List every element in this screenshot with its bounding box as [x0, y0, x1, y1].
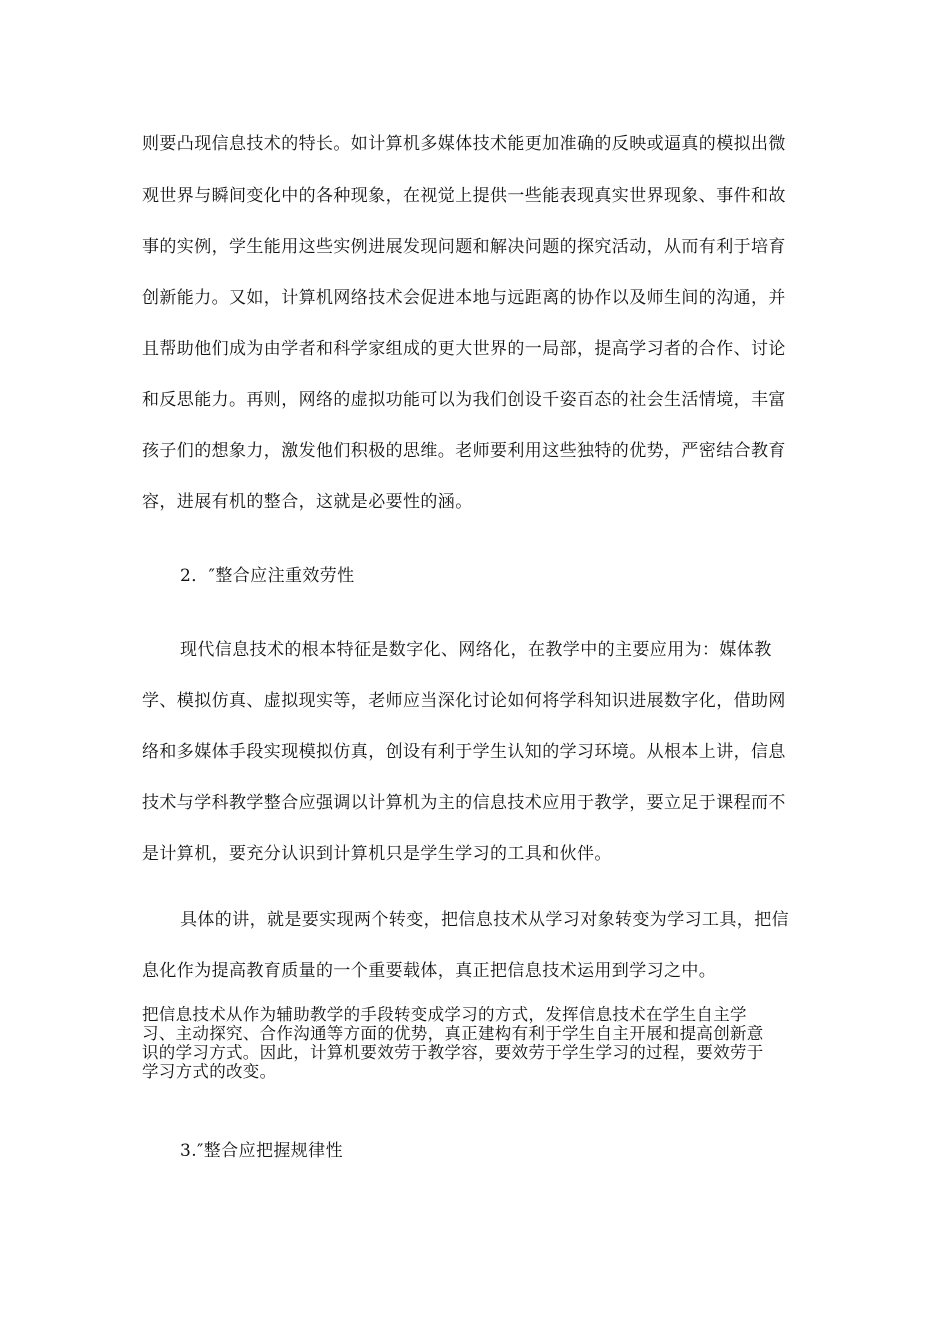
text-line: 息化作为提高教育质量的一个重要载体，真正把信息技术运用到学习之中。	[142, 961, 717, 981]
text-line: 是计算机，要充分认识到计算机只是学生学习的工具和伙伴。	[142, 844, 612, 864]
text-line: 学习方式的改变。	[142, 1062, 277, 1081]
text-line: 孩子们的想象力，激发他们积极的思维。老师要利用这些独特的优势，严密结合教育	[142, 441, 786, 461]
text-line: 现代信息技术的根本特征是数字化、网络化，在教学中的主要应用为：媒体教	[180, 640, 772, 660]
text-line: 识的学习方式。因此，计算机要效劳于教学容，要效劳于学生学习的过程，要效劳于	[142, 1043, 764, 1062]
text-line: 习、主动探究、合作沟通等方面的优势，真正建构有利于学生自主开展和提高创新意	[142, 1024, 764, 1043]
text-line: 技术与学科教学整合应强调以计算机为主的信息技术应用于教学，要立足于课程而不	[142, 793, 786, 813]
text-line: 把信息技术从作为辅助教学的手段转变成学习的方式，发挥信息技术在学生自主学	[142, 1005, 747, 1024]
text-line: 络和多媒体手段实现模拟仿真，创设有利于学生认知的学习环境。从根本上讲，信息	[142, 742, 786, 762]
section-heading-3: 3.″整合应把握规律性	[180, 1141, 343, 1161]
text-line: 和反思能力。再则，网络的虚拟功能可以为我们创设千姿百态的社会生活情境，丰富	[142, 390, 786, 410]
text-line: 事的实例，学生能用这些实例进展发现问题和解决问题的探究活动，从而有利于培育	[142, 237, 786, 257]
text-line: 具体的讲，就是要实现两个转变，把信息技术从学习对象转变为学习工具，把信	[180, 910, 789, 930]
text-line: 创新能力。又如，计算机网络技术会促进本地与远距离的协作以及师生间的沟通，并	[142, 288, 786, 308]
text-line: 学、模拟仿真、虚拟现实等，老师应当深化讨论如何将学科知识进展数字化，借助网	[142, 691, 786, 711]
text-line: 观世界与瞬间变化中的各种现象，在视觉上提供一些能表现真实世界现象、事件和故	[142, 186, 786, 206]
text-line: 则要凸现信息技术的特长。如计算机多媒体技术能更加准确的反映或逼真的模拟出微	[142, 134, 786, 154]
section-heading-2: 2．″整合应注重效劳性	[180, 566, 355, 586]
text-line: 且帮助他们成为由学者和科学家组成的更大世界的一局部，提高学习者的合作、讨论	[142, 339, 786, 359]
text-line: 容，进展有机的整合，这就是必要性的涵。	[142, 492, 473, 512]
